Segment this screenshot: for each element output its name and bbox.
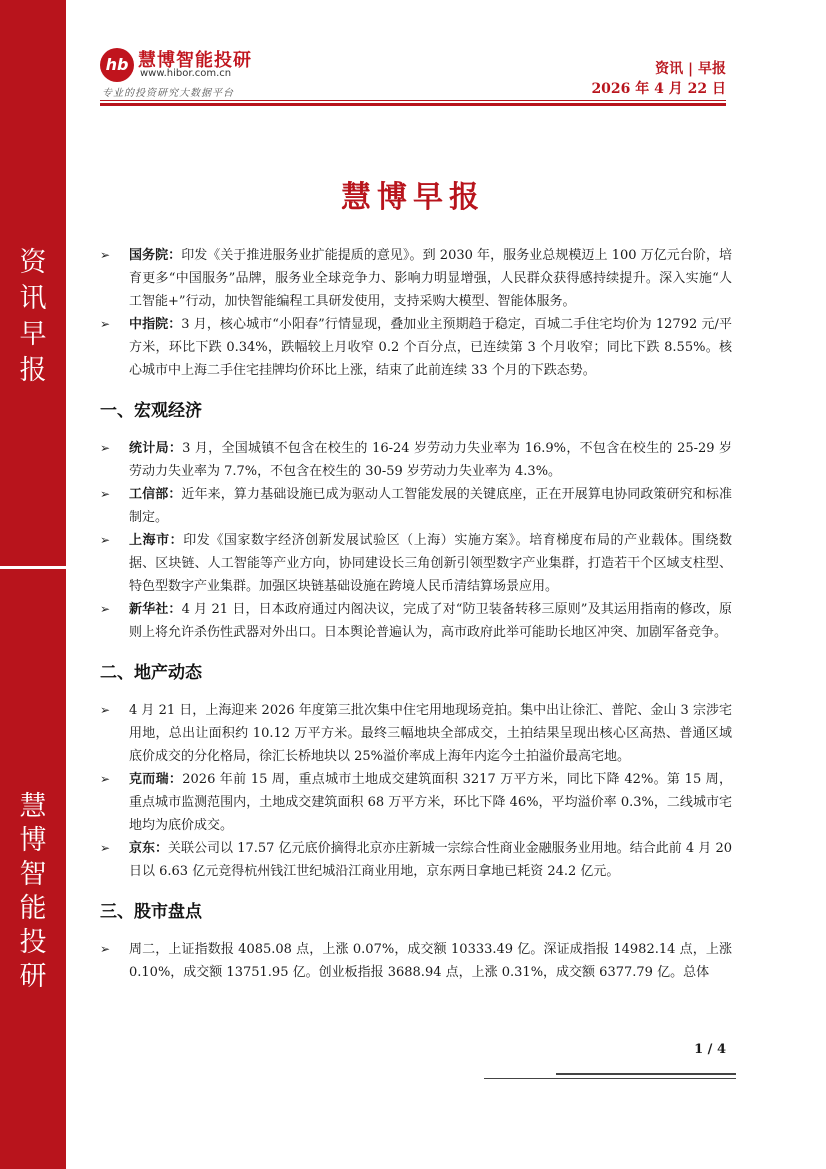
sidebar-bottom-label (0, 790, 66, 994)
sidebar-top-label (0, 245, 66, 389)
arrow-bullet-icon: ➢ (100, 602, 111, 616)
list-item: ➢ 周二，上证指数报 4085.08 点，上涨 0.07%，成交额 10333.49 亿。深证成指报 14982.14 点，上涨 0.10%，成交额 13751.95 亿。创业板指报 3688.94 点，上涨 0.31%，成交额 6377.79 亿。总体 (100, 938, 732, 984)
logo-url: www.hibor.com.cn (140, 68, 232, 79)
logo-mark-icon: hb (100, 48, 134, 82)
logo (100, 44, 270, 100)
list-item: ➢ 京东：关联公司以 17.57 亿元底价摘得北京亦庄新城一宗综合性商业金融服务业用地。结合此前 4 月 20 日以 6.63 亿元竞得杭州钱江世纪城沿江商业用地，京东两日拿地已耗资 24.2 亿元。 (100, 837, 732, 883)
report-category: 资讯 | 早报 (655, 61, 726, 77)
arrow-bullet-icon: ➢ (100, 841, 111, 855)
list-item: ➢ 4 月 21 日，上海迎来 2026 年度第三批次集中住宅用地现场竞拍。集中出让徐汇、普陀、金山 3 宗涉宅用地，总出让面积约 10.12 万平方米。最终三幅地块全部成交，土拍结果呈现出核心区高热、普通区域底价成交的分化格局，徐汇长桥地块以 25%溢价率成上海年内迄今土拍溢价最高宅地。 (100, 699, 732, 768)
section-heading-property: 二、地产动态 (100, 663, 202, 683)
header-rule-thick (100, 103, 726, 106)
sidebar-char: 讯 (19, 283, 47, 314)
arrow-bullet-icon: ➢ (100, 703, 111, 717)
report-body (100, 244, 732, 984)
section-heading-market: 三、股市盘点 (100, 902, 202, 922)
sidebar-char: 早 (19, 319, 47, 350)
sidebar-char: 资 (19, 247, 47, 278)
report-date: 2026 年 4 月 22 日 (591, 81, 726, 97)
arrow-bullet-icon: ➢ (100, 487, 111, 501)
arrow-bullet-icon: ➢ (100, 533, 111, 547)
list-item: ➢ 统计局：3 月，全国城镇不包含在校生的 16-24 岁劳动力失业率为 16.9%，不包含在校生的 25-29 岁劳动力失业率为 7.7%，不包含在校生的 30-59 岁劳动力失业率为 4.3%。 (100, 437, 732, 483)
arrow-bullet-icon: ➢ (100, 248, 111, 262)
arrow-bullet-icon: ➢ (100, 441, 111, 455)
arrow-bullet-icon: ➢ (100, 772, 111, 786)
sidebar-char: 投 (19, 927, 47, 958)
list-item: ➢ 国务院：印发《关于推进服务业扩能提质的意见》。到 2030 年，服务业总规模迈上 100 万亿元台阶，培育更多“中国服务”品牌，服务业全球竞争力、影响力明显增强，人民群众获得感持续提升。深入实施“人工智能+”行动，加快智能编程工具研发使用，支持采购大模型、智能体服务。 (100, 244, 732, 313)
footer-rule-thin (484, 1078, 736, 1079)
page-number: 1 / 4 (694, 1042, 726, 1057)
sidebar-char: 能 (19, 893, 47, 924)
list-item: ➢ 中指院：3 月，核心城市“小阳春”行情显现，叠加业主预期趋于稳定，百城二手住宅均价为 12792 元/平方米，环比下跌 0.34%，跌幅较上月收窄 0.2 个百分点，已连续第 3 个月收窄；同比下跌 8.55%。核心城市中上海二手住宅挂牌均价环比上涨，结束了此前连续 33 个月的下跌态势。 (100, 313, 732, 382)
footer-rule (556, 1073, 736, 1075)
sidebar-char: 智 (19, 859, 47, 890)
list-item: ➢ 工信部：近年来，算力基础设施已成为驱动人工智能发展的关键底座，正在开展算电协同政策研究和标准制定。 (100, 483, 732, 529)
page-title: 慧博早报 (341, 180, 485, 215)
list-item: ➢ 克而瑞：2026 年前 15 周，重点城市土地成交建筑面积 3217 万平方米，同比下降 42%。第 15 周，重点城市监测范围内，土地成交建筑面积 68 万平方米，环比下降 46%，平均溢价率 0.3%，二线城市宅地均为底价成交。 (100, 768, 732, 837)
sidebar-divider (0, 566, 66, 569)
list-item: ➢ 上海市：印发《国家数字经济创新发展试验区（上海）实施方案》。培育梯度布局的产业载体。围绕数据、区块链、人工智能等产业方向，协同建设长三角创新引领型数字产业集群，打造若干个区域支柱型、特色型数字产业集群。加强区块链基础设施在跨境人民币清结算场景应用。 (100, 529, 732, 598)
sidebar-char: 研 (19, 961, 47, 992)
logo-slogan: 专业的投资研究大数据平台 (102, 88, 234, 99)
sidebar-char: 博 (19, 825, 47, 856)
sidebar-char: 报 (19, 355, 47, 386)
header-rule (100, 100, 726, 101)
logo-name: 慧博智能投研 (138, 50, 252, 71)
section-heading-macro: 一、宏观经济 (100, 401, 202, 421)
sidebar-char: 慧 (19, 791, 47, 822)
arrow-bullet-icon: ➢ (100, 317, 111, 331)
list-item: ➢ 新华社：4 月 21 日，日本政府通过内阁决议，完成了对“防卫装备转移三原则”及其运用指南的修改，原则上将允许杀伤性武器对外出口。日本舆论普遍认为，高市政府此举可能助长地区冲突、加剧军备竞争。 (100, 598, 732, 644)
arrow-bullet-icon: ➢ (100, 942, 111, 956)
